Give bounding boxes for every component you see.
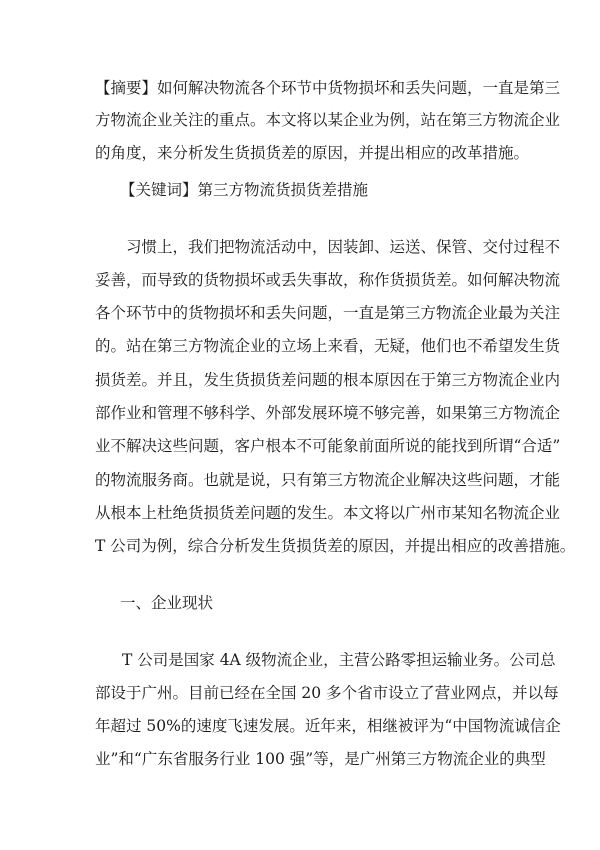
- intro-line: 妥善，而导致的货物损坏或丢失事故，称作货损货差。如何解决物流: [95, 271, 561, 289]
- intro-line: 部作业和管理不够科学、外部发展环境不够完善，如果第三方物流企: [95, 404, 561, 422]
- keywords-line: 【关键词】第三方物流货损货差措施: [120, 181, 369, 199]
- section-body-line: T 公司是国家 4A 级物流企业，主营公路零担运输业务。公司总: [122, 651, 556, 669]
- intro-line: 业不解决这些问题，客户根本不可能象前面所说的能找到所谓“合适”: [95, 437, 561, 455]
- abstract-line: 【摘要】如何解决物流各个环节中货物损坏和丢失问题，一直是第三: [95, 79, 561, 97]
- section-body-line: 业”和“广东省服务行业 100 强”等，是广州第三方物流企业的典型: [95, 750, 546, 768]
- intro-line: T 公司为例，综合分析发生货损货差的原因，并提出相应的改善措施。: [95, 537, 576, 555]
- intro-line: 从根本上杜绝货损货差问题的发生。本文将以广州市某知名物流企业: [95, 504, 561, 522]
- intro-line: 损货差。并且，发生货损货差问题的根本原因在于第三方物流企业内: [95, 371, 561, 389]
- section-body-line: 年超过 50%的速度飞速发展。近年来，相继被评为“中国物流诚信企: [95, 717, 561, 735]
- abstract-line: 方物流企业关注的重点。本文将以某企业为例，站在第三方物流企业: [95, 111, 561, 129]
- intro-line: 各个环节中的货物损坏和丢失问题，一直是第三方物流企业最为关注: [95, 304, 561, 322]
- intro-line: 习惯上，我们把物流活动中，因装卸、运送、保管、交付过程不: [126, 238, 561, 256]
- section-body-line: 部设于广州。目前已经在全国 20 多个省市设立了营业网点，并以每: [95, 684, 559, 702]
- intro-line: 的。站在第三方物流企业的立场上来看，无疑，他们也不希望发生货: [95, 337, 561, 355]
- abstract-line: 的角度，来分析发生货损货差的原因，并提出相应的改革措施。: [95, 144, 530, 162]
- section-heading: 一、企业现状: [120, 594, 214, 612]
- intro-line: 的物流服务商。也就是说，只有第三方物流企业解决这些问题，才能: [95, 471, 561, 489]
